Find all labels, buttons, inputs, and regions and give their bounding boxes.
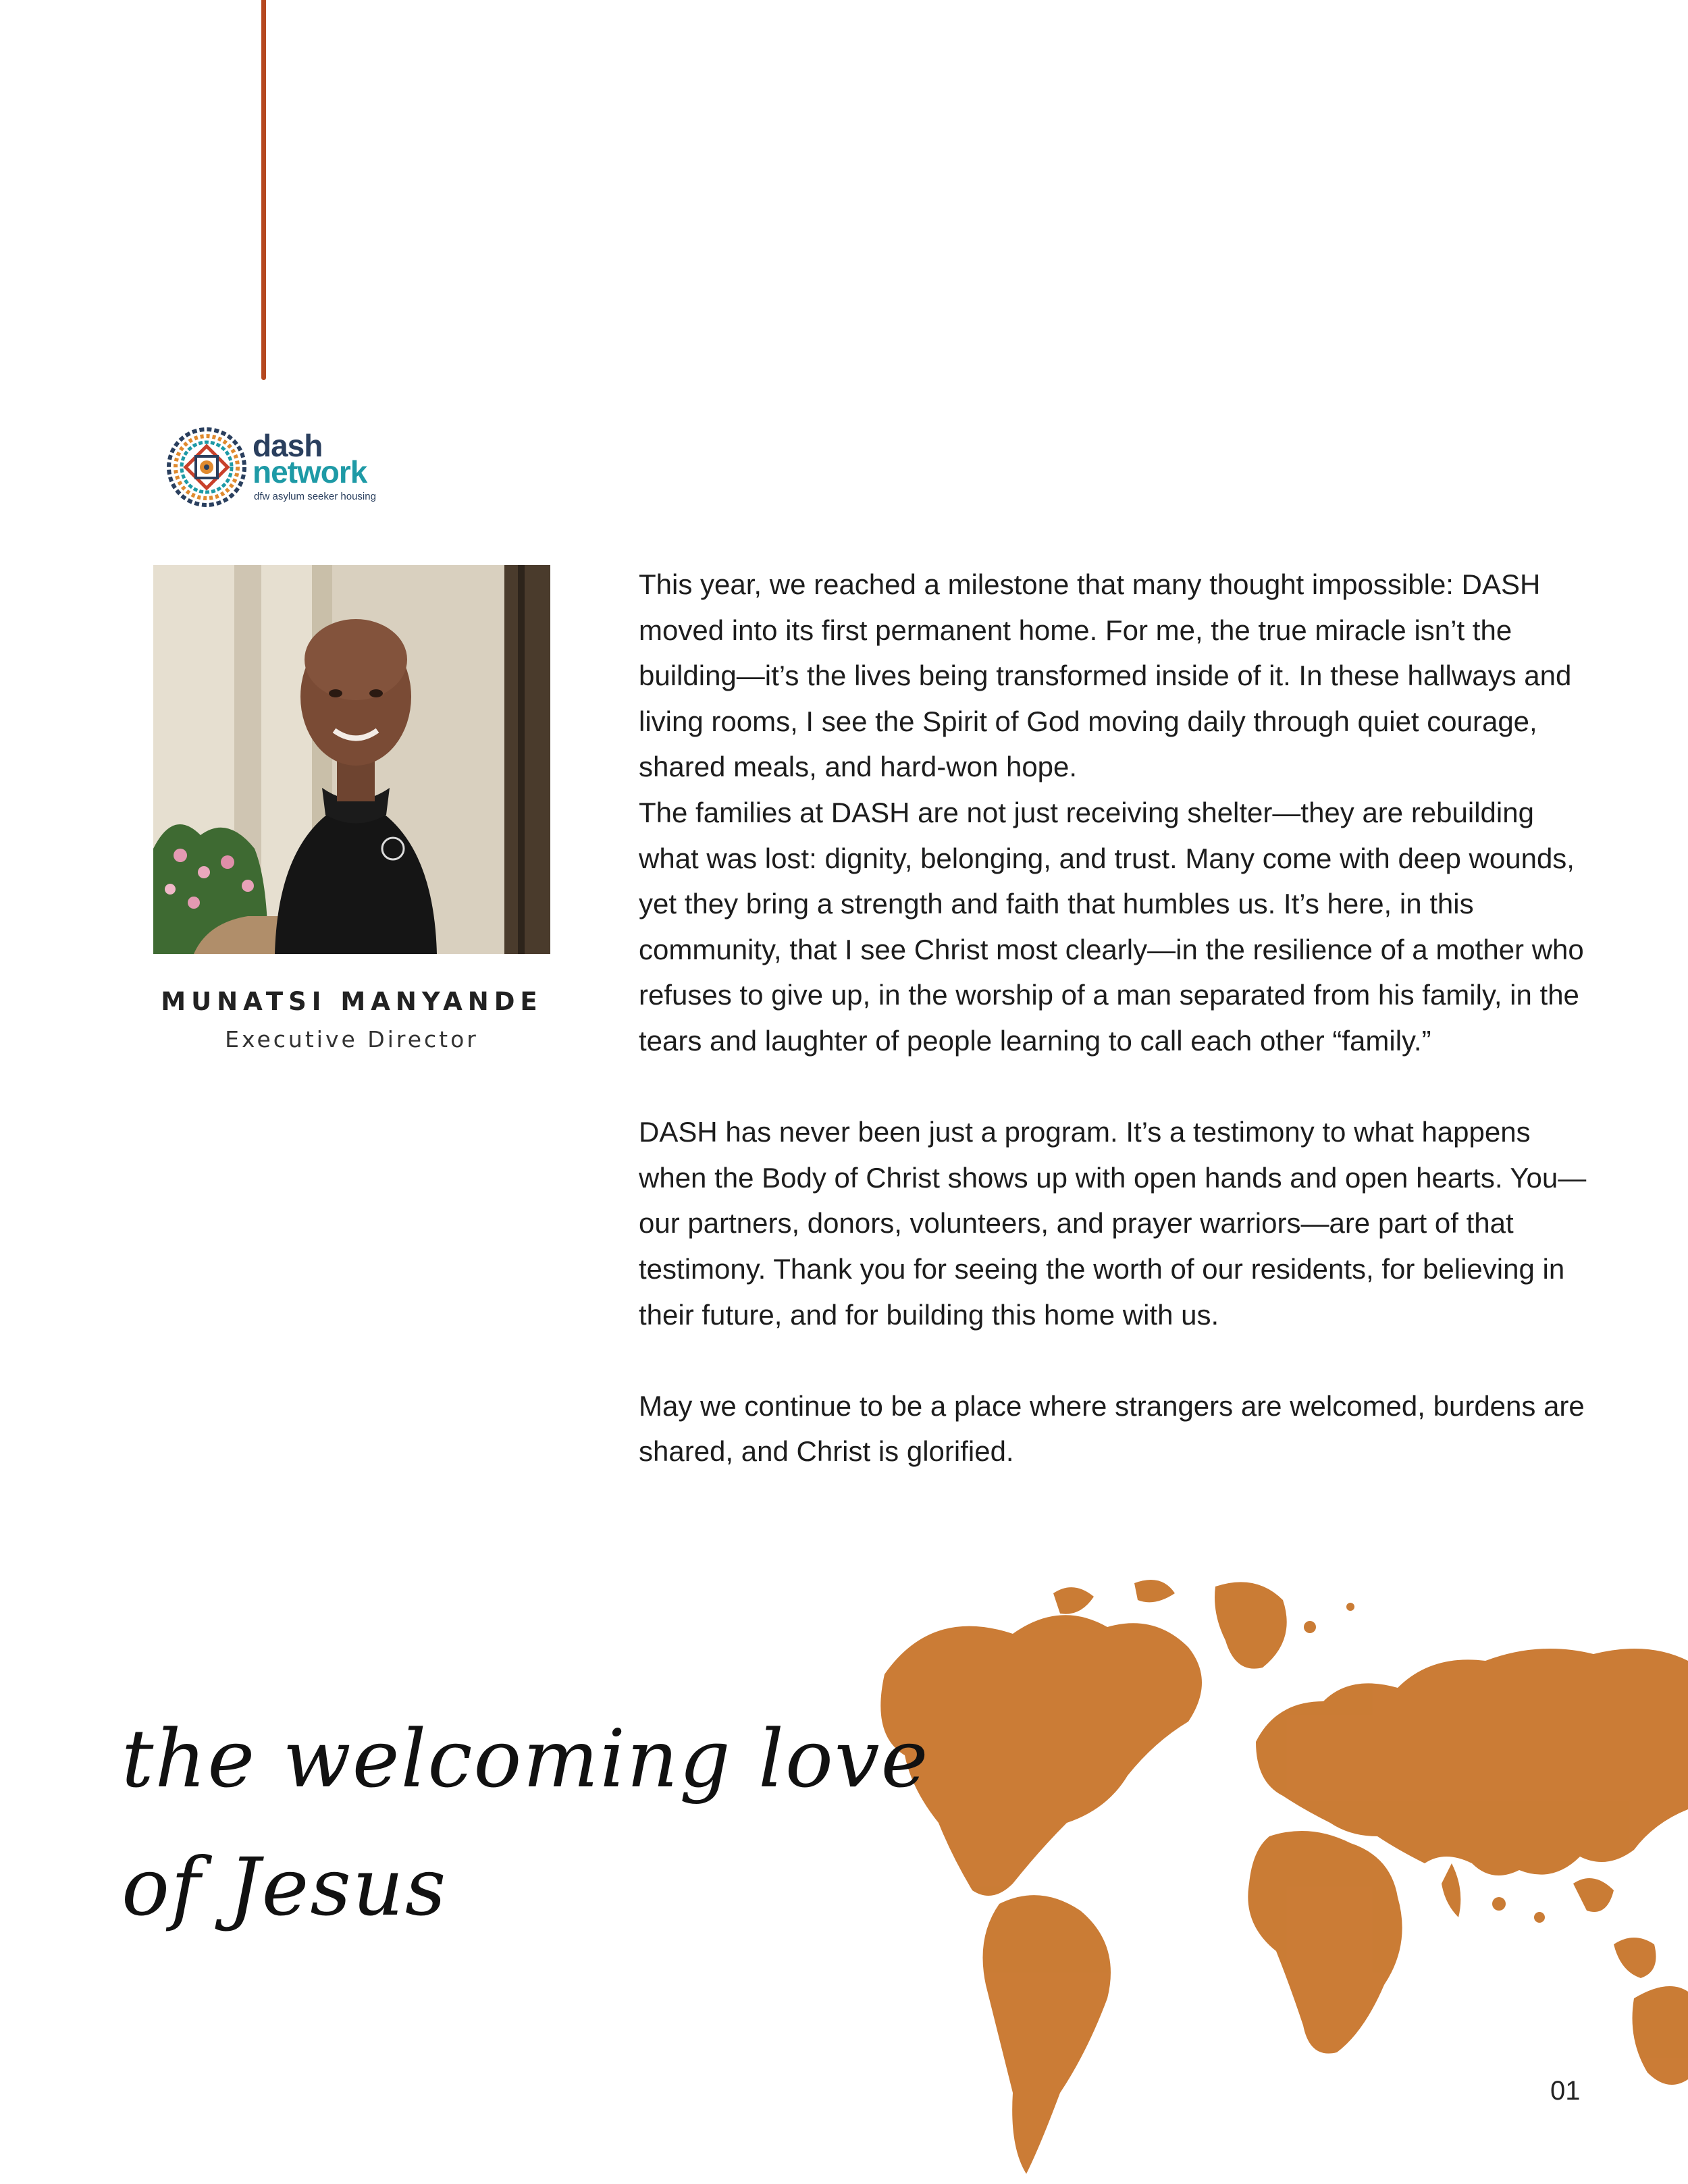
logo-wordmark-dash: dash <box>253 428 323 463</box>
director-name: MUNATSI MANYANDE <box>161 987 543 1016</box>
director-title: Executive Director <box>225 1026 479 1053</box>
director-letter <box>639 562 1598 1474</box>
script-heading-line-1: the welcoming love <box>122 1712 930 1805</box>
script-heading <box>122 1695 929 1951</box>
letter-paragraph-3: DASH has never been just a program. It’s a testimony to what happens when the Body of Christ shows up with open hands and open hearts. You—our partners, donors, volunteers, and prayer warriors—are part of that testimony. Thank you for seeing the worth of our residents, for believing in their future, and for building this home with us. <box>639 1116 1587 1331</box>
letter-paragraph-2: The families at DASH are not just receiving shelter—they are rebuilding what was lost: dignity, belonging, and trust. Many come with deep wounds, yet they bring a strength and faith that humbles us. It’s here, in this community, that I see Christ most clearly—in the resilience of a mother who refuses to give up, in the worship of a man separated from his family, in the tears and laughter of people learning to call each other “family.” <box>639 796 1584 1057</box>
dash-network-logo <box>166 427 382 508</box>
letter-paragraph-1: This year, we reached a milestone that many thought impossible: DASH moved into its first permanent home. For me, the true miracle isn’t the building—it’s the lives being transformed inside of it. In these hallways and living rooms, I see the Spirit of God moving daily through quiet courage, shared meals, and hard-won hope. <box>639 568 1572 783</box>
letter-paragraph-4: May we continue to be a place where strangers are welcomed, burdens are shared, and Christ is glorified. <box>639 1389 1585 1468</box>
accent-line <box>261 0 266 380</box>
mandala-logo-icon <box>166 427 247 508</box>
director-portrait <box>153 565 550 954</box>
logo-wordmark-network: network <box>253 454 367 489</box>
logo-tagline: dfw asylum seeker housing <box>254 491 376 502</box>
page-number: 01 <box>1550 2076 1581 2106</box>
script-heading-line-2: of Jesus <box>122 1840 448 1934</box>
